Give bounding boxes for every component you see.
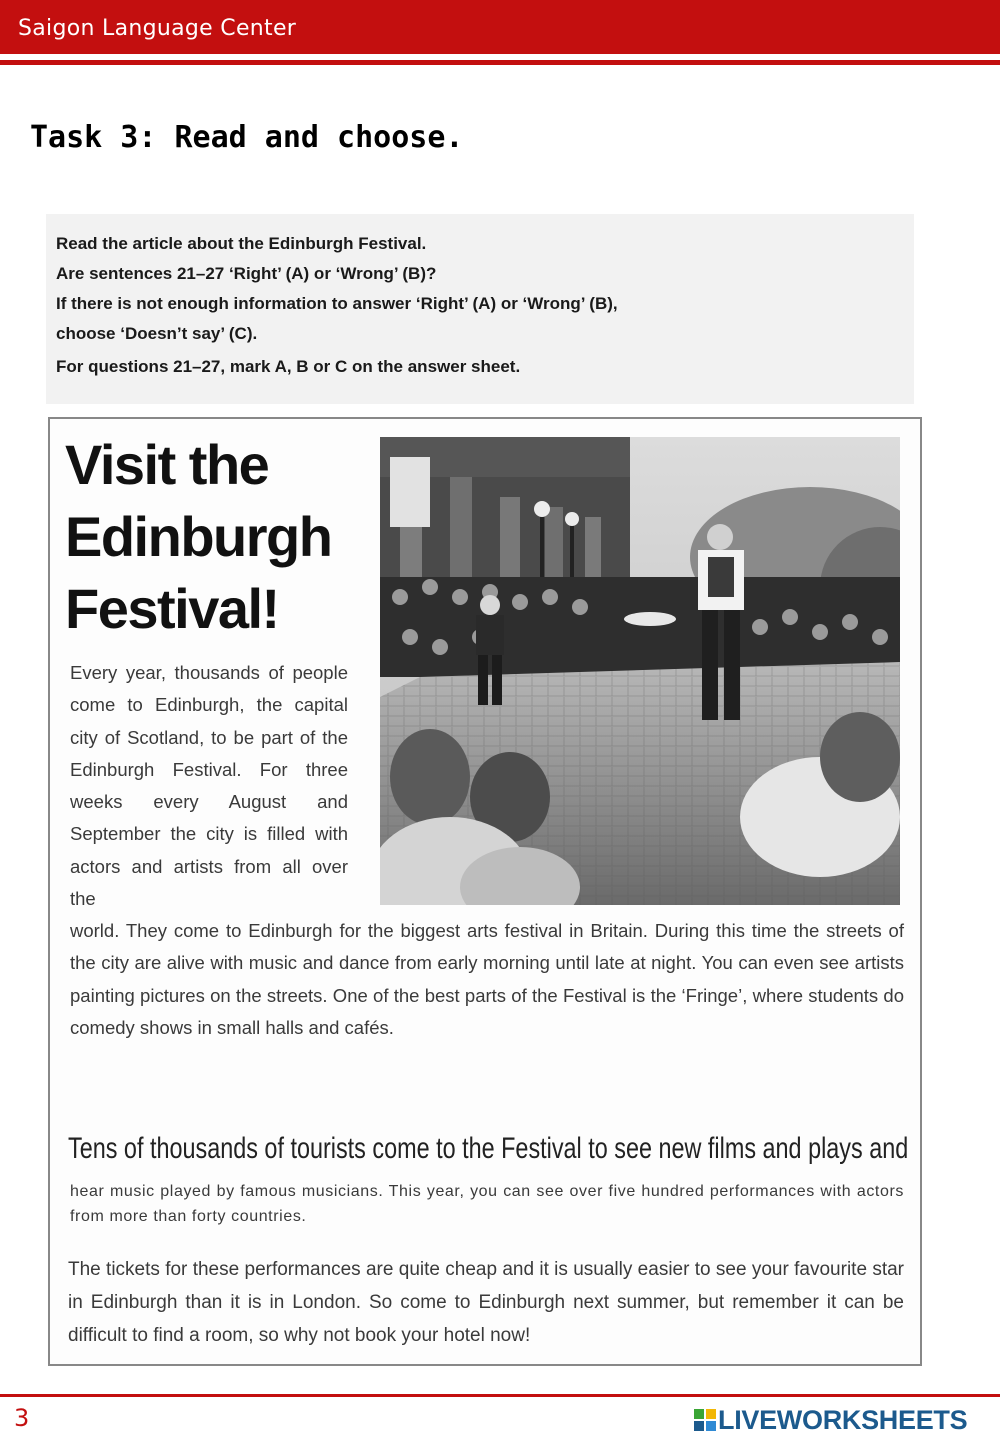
instruction-line: For questions 21–27, mark A, B or C on the answer sheet. bbox=[56, 357, 521, 376]
liveworksheets-logo-icon bbox=[694, 1409, 716, 1431]
instruction-line: If there is not enough information to answer ‘Right’ (A) or ‘Wrong’ (B), bbox=[56, 294, 618, 313]
article-headline: Visit the Edinburgh Festival! bbox=[65, 433, 332, 640]
instruction-line: choose ‘Doesn’t say’ (C). bbox=[56, 324, 258, 343]
instruction-line: Read the article about the Edinburgh Festival. bbox=[56, 234, 427, 253]
article-paragraph-1-continued: world. They come to Edinburgh for the biggest arts festival in Britain. During this time the streets of the city are alive with music and dance from early morning until late at night. You can even see artists painting pictures on the streets. One of the best parts of the Festival is the ‘Fringe’, where students do comedy shows in small halls and cafés. bbox=[70, 920, 904, 1038]
footer-divider bbox=[0, 1394, 1000, 1397]
article-paragraph-1-column: Every year, thousands of people come to Edinburgh, the capital city of Scotland, to be part of the Edinburgh Festival. For three weeks every August and September the city is filled with actors and artists from all over the bbox=[70, 662, 348, 910]
header-bar bbox=[0, 0, 1000, 54]
task-title: Task 3: Read and choose. bbox=[30, 120, 464, 155]
article-paragraph-2-lead: Tens of thousands of tourists come to the Festival to see new films and plays and bbox=[68, 1132, 909, 1165]
festival-photo-image bbox=[380, 437, 900, 905]
header-divider bbox=[0, 60, 1000, 65]
article bbox=[48, 417, 922, 1366]
instruction-line: Are sentences 21–27 ‘Right’ (A) or ‘Wrong’ (B)? bbox=[56, 264, 437, 283]
brand-name: LIVEWORKSHEETS bbox=[718, 1404, 968, 1435]
page-number: 3 bbox=[14, 1404, 30, 1432]
header-title: Saigon Language Center bbox=[18, 16, 297, 41]
article-paragraph-3: The tickets for these performances are quite cheap and it is usually easier to see your favourite star in Edinburgh than it is in London. So come to Edinburgh next summer, but remember it can be difficult to find a room, so why not book your hotel now! bbox=[68, 1259, 904, 1346]
festival-photo bbox=[380, 437, 900, 905]
article-paragraph-2: hear music played by famous musicians. This year, you can see over five hundred performances with actors from more than forty countries. bbox=[70, 1183, 904, 1225]
liveworksheets-brand[interactable] bbox=[694, 1404, 967, 1436]
instructions-box bbox=[46, 214, 914, 404]
